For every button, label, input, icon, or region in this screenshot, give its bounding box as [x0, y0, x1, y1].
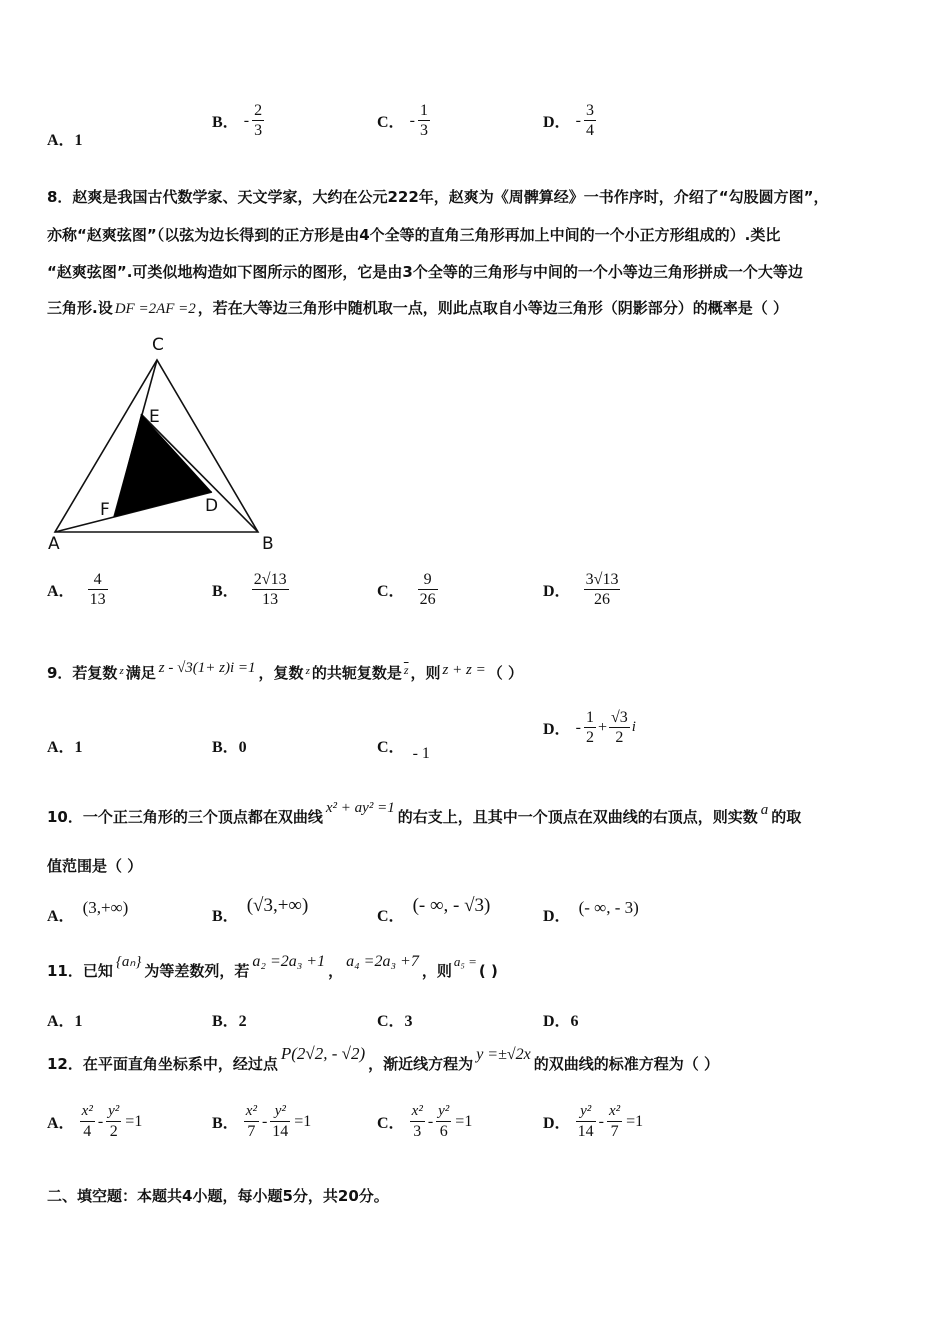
q8-text-line-3: “赵爽弦图”.可类似地构造如下图所示的图形，它是由3个全等的三角形与中间的一个小等边三角形拼成一个大等边: [47, 263, 803, 281]
q9-stem: 9．若复数 $^z$ 满足 z - √3(1+ z)i =1 ，复数 $^z$ 的共轭复数是 $^{\overline{z}}$ ，则 z + z = （ ）: [47, 660, 523, 682]
plus-sign: +: [597, 718, 608, 736]
option-label: B．: [212, 908, 239, 925]
q11-option-c: C．3: [377, 1013, 413, 1030]
q9-expression: z + z =: [442, 662, 486, 678]
section-heading-fill-in-blank: 二、填空题：本题共4小题，每小题5分，共20分。: [47, 1187, 389, 1205]
q9-option-b: B．0: [212, 739, 247, 756]
var-z-conjugate: z: [403, 663, 409, 677]
fraction: $\frac{1}{3}$: [419, 102, 428, 139]
minus-sign: -: [243, 111, 250, 129]
fraction: $\frac{\text{x²}}{3}$: [411, 1103, 423, 1140]
rhs: =1: [455, 1112, 473, 1130]
ask-a5: a₅ =: [453, 954, 477, 969]
fraction: $\frac{\text{x²}}{7}$: [608, 1103, 621, 1140]
option-value: - 1: [412, 745, 430, 762]
q7-option-d: [543, 101, 596, 140]
option-label: C．: [377, 908, 405, 925]
var-z: z: [305, 665, 310, 677]
q9-option-c: [377, 734, 430, 762]
fraction: $\frac{√3}{2}$: [611, 709, 628, 746]
q9-option-d: [543, 708, 636, 747]
vertex-label-b: B: [262, 534, 274, 554]
q8-option-d: [543, 570, 620, 609]
option-label: C．: [377, 583, 405, 600]
q8-option-a: [47, 570, 108, 609]
q8-option-b: [212, 570, 289, 609]
condition-1: a₂ =2a₃ +1: [252, 953, 326, 970]
option-label: C．: [377, 114, 405, 131]
asymptote-equation: y =±√2x: [476, 1046, 531, 1063]
q10-stem-line-1: 10．一个正三角形的三个顶点都在双曲线 x² + ay² =1 的右支上，且其中一个顶点在双曲线的右顶点，则实数 a 的取: [47, 800, 802, 826]
sequence-an: {aₙ}: [115, 954, 142, 970]
fraction: $\frac{2√13}{13}$: [253, 571, 287, 608]
rhs: =1: [626, 1112, 644, 1130]
option-label: D．: [543, 583, 571, 600]
vertex-label-f: F: [100, 500, 110, 520]
q7-option-b: [212, 101, 264, 140]
q7-option-c: [377, 101, 430, 140]
option-value: (3,+∞): [82, 898, 129, 917]
rhs: =1: [125, 1112, 143, 1130]
q11-option-d: D．6: [543, 1013, 579, 1030]
var-z: z: [119, 665, 124, 677]
q12-option-d: D． $\frac{\text{y²}}{14}$ - $\frac{\text{x²}}{7}$ =1: [543, 1103, 644, 1140]
q8-text-line-4: 三角形.设 DF =2AF =2 ，若在大等边三角形中随机取一点，则此点取自小等边三角形（阴影部分）的概率是（ ）: [47, 299, 789, 317]
imaginary-unit: i: [631, 719, 636, 735]
minus-sign: -: [409, 111, 415, 129]
q11-option-a: A．1: [47, 1013, 83, 1030]
q9-equation: z - √3(1+ z)i =1: [158, 660, 256, 676]
var-a: a: [760, 802, 769, 818]
option-label: B．: [212, 114, 239, 131]
q10-option-c: [377, 893, 491, 925]
q11-option-b: B．2: [212, 1013, 247, 1030]
q8-condition: DF =2AF =2: [114, 301, 196, 317]
rhs: =1: [294, 1112, 312, 1130]
option-label: B．: [212, 583, 239, 600]
option-value: (√3,+∞): [246, 895, 309, 916]
option-label: D．: [543, 114, 571, 131]
q11-stem: 11．已知 {aₙ} 为等差数列，若a₂ =2a₃ +1，a₄ =2a₃ +7，则a₅ =( ): [47, 953, 498, 980]
minus-sign: -: [575, 718, 581, 736]
fraction: $\frac{\text{x²}}{4}$: [81, 1103, 93, 1140]
q12-stem: 12．在平面直角坐标系中，经过点P(2√2, - √2)，渐近线方程为y =±√2x的双曲线的标准方程为（ ）: [47, 1044, 719, 1073]
option-label: C．: [377, 1115, 405, 1132]
fraction: $\frac{1}{2}$: [585, 709, 594, 746]
option-label: D．: [543, 908, 571, 925]
vertex-label-e: E: [149, 407, 160, 427]
vertex-label-c: C: [152, 335, 164, 355]
option-value: (- ∞, - 3): [578, 898, 639, 917]
q10-stem-line-2: 值范围是（ ）: [47, 857, 143, 875]
option-label: A．: [47, 1115, 75, 1132]
point-p: P(2√2, - √2): [280, 1044, 366, 1063]
hyperbola-equation: x² + ay² =1: [325, 800, 395, 816]
fraction: $\frac{\text{y²}}{6}$: [438, 1103, 450, 1140]
option-label: D．: [543, 1115, 571, 1132]
option-label: C．: [377, 739, 405, 756]
q10-option-b: [212, 893, 309, 925]
q7-option-a: A．1: [47, 132, 83, 149]
q8-text-line-1: 8．赵爽是我国古代数学家、天文学家，大约在公元222年，赵爽为《周髀算经》一书作序时，介绍了“勾股圆方图”，: [47, 188, 829, 206]
vertex-label-a: A: [48, 534, 60, 554]
option-label: B．: [212, 1115, 239, 1132]
fraction: $\frac{\text{x²}}{7}$: [245, 1103, 257, 1140]
fraction: $\frac{\text{y²}}{2}$: [108, 1103, 120, 1140]
fraction: $\frac{9}{26}$: [419, 571, 436, 608]
zhao-shuang-triangle-figure: [40, 330, 290, 555]
q8-text-line-2: 亦称“赵爽弦图”（以弦为边长得到的正方形是由4个全等的直角三角形再加上中间的一个小正方形组成的）.类比: [47, 226, 781, 244]
fraction: $\frac{3}{4}$: [585, 102, 594, 139]
vertex-label-d: D: [205, 496, 219, 516]
condition-2: a₄ =2a₃ +7: [346, 953, 419, 970]
fraction: $\frac{3√13}{26}$: [585, 571, 619, 608]
q8-option-c: [377, 570, 438, 609]
fraction: $\frac{2}{3}$: [254, 102, 263, 139]
q12-option-b: B． $\frac{\text{x²}}{7}$ - $\frac{\text{y²}}{14}$ =1: [212, 1103, 312, 1140]
minus-sign: -: [575, 111, 581, 129]
q12-option-c: C． $\frac{\text{x²}}{3}$ - $\frac{\text{y²}}{6}$ =1: [377, 1103, 473, 1140]
fraction: $\frac{4}{13}$: [89, 571, 106, 608]
option-label: A．: [47, 583, 75, 600]
q9-option-a: A．1: [47, 739, 83, 756]
fraction: $\frac{\text{y²}}{14}$: [272, 1103, 289, 1140]
q10-option-d: [543, 895, 639, 925]
q10-option-a: [47, 895, 129, 925]
option-value: (- ∞, - √3): [412, 895, 491, 916]
q12-option-a: A． $\frac{\text{x²}}{4}$ - $\frac{\text{y²}}{2}$ =1: [47, 1103, 143, 1140]
fraction: $\frac{\text{y²}}{14}$: [577, 1103, 594, 1140]
option-label: D．: [543, 721, 571, 738]
option-label: A．: [47, 908, 75, 925]
